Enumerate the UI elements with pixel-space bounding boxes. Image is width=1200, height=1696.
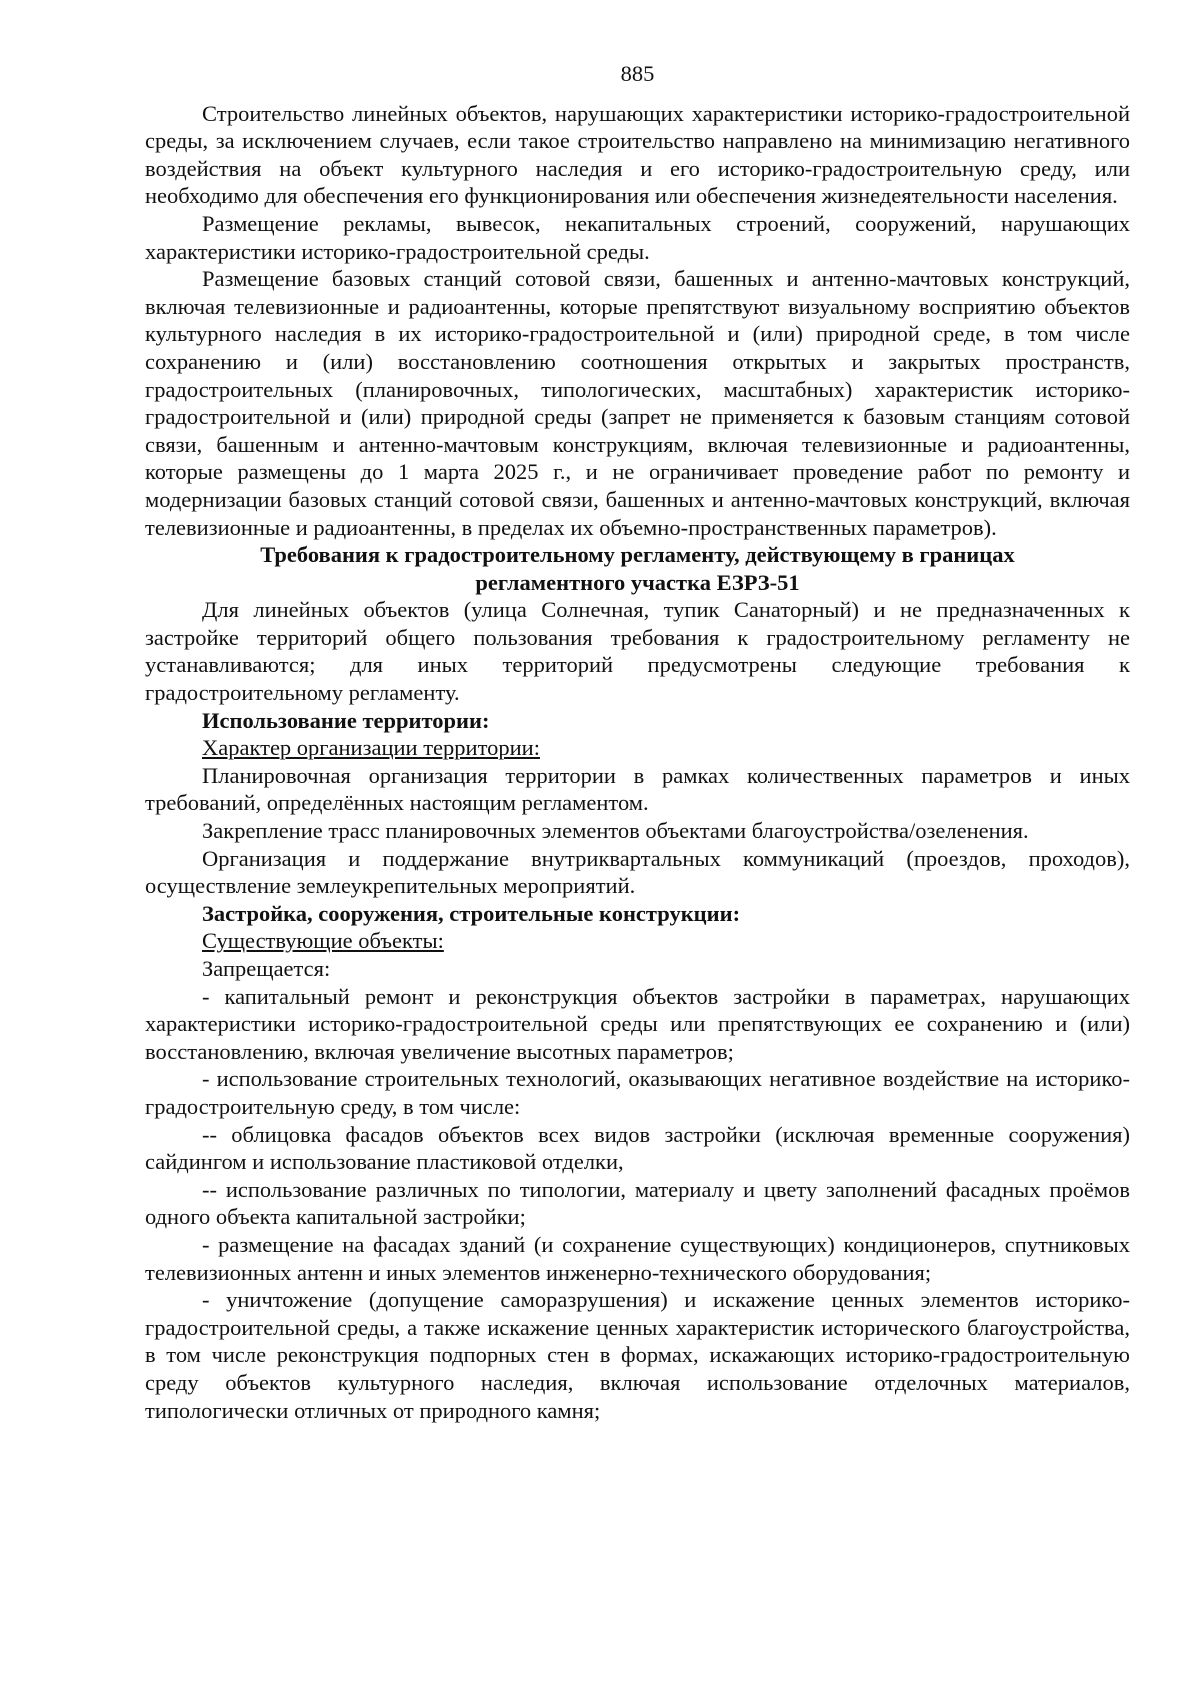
page-number: 885 — [620, 61, 655, 86]
document-page — [145, 60, 1130, 1424]
section-heading-line-2: регламентного участка ЕЗРЗ-51 — [475, 569, 800, 595]
prohibited-label: Запрещается: — [202, 956, 331, 981]
intro-paragraph: Для линейных объектов (улица Солнечная, тупик Санаторный) и не предназначенных к застройке территорий общего пользования требования к градостроительному регламенту не устанавливаются; для иных территорий предусмотрены следующие требования к градостроительному регламенту. — [145, 597, 1130, 706]
territory-organization-subtitle: Характер организации территории: — [202, 735, 540, 761]
territory-item: Закрепление трасс планировочных элементов объектами благоустройства/озеленения. — [202, 818, 1029, 844]
existing-objects-subtitle: Существующие объекты: — [202, 928, 444, 954]
buildings-title: Застройка, сооружения, строительные конструкции: — [202, 900, 741, 926]
prohibited-item: - размещение на фасадах зданий (и сохранение существующих) кондиционеров, спутниковых телевизионных антенн и иных элементов инженерно-технического оборудования; — [145, 1231, 1130, 1285]
prohibited-item: - уничтожение (допущение саморазрушения) и искажение ценных элементов историко-градостроительной среды, а также искажение ценных характеристик исторического благоустройства, в том числе реконструкция подпорных стен в формах, искажающих историко-градостроительную среду объектов культурного наследия, включая использование отделочных материалов, типологически отличных от природного камня; — [145, 1287, 1130, 1423]
paragraph-base-stations: Размещение базовых станций сотовой связи, башенных и антенно-мачтовых конструкций, включая телевизионные и радиоантенны, которые препятствуют визуальному восприятию объектов культурного наследия в их историко-градостроительной и (или) природной среде, в том числе сохранению и (или) восстановлению соотношения открытых и закрытых пространств, градостроительных (планировочных, типологических, масштабных) характеристик историко-градостроительной и (или) природной среды (запрет не применяется к базовым станциям сотовой связи, башенным и антенно-мачтовым конструкциям, включая телевизионные и радиоантенны, которые размещены до 1 марта 2025 г., и не ограничивает проведение работ по ремонту и модернизации базовых станций сотовой связи, башенных и антенно-мачтовых конструкций, включая телевизионные и радиоантенны, в пределах их объемно-пространственных параметров). — [145, 266, 1130, 540]
territory-item: Организация и поддержание внутриквартальных коммуникаций (проездов, проходов), осуществление землеукрепительных мероприятий. — [145, 845, 1130, 899]
prohibited-subitem: -- облицовка фасадов объектов всех видов застройки (исключая временные сооружения) сайдингом и использование пластиковой отделки, — [145, 1121, 1130, 1175]
prohibited-subitem: -- использование различных по типологии, материалу и цвету заполнений фасадных проёмов одного объекта капитальной застройки; — [145, 1176, 1130, 1230]
prohibited-item: - капитальный ремонт и реконструкция объектов застройки в параметрах, нарушающих характеристики историко-градостроительной среды или препятствующих ее сохранению и (или) восстановлению, включая увеличение высотных параметров; — [145, 983, 1130, 1064]
prohibited-item: - использование строительных технологий, оказывающих негативное воздействие на историко-градостроительную среду, в том числе: — [145, 1066, 1130, 1119]
territory-item: Планировочная организация территории в рамках количественных параметров и иных требований, определённых настоящим регламентом. — [145, 762, 1130, 816]
paragraph-linear-objects: Строительство линейных объектов, нарушающих характеристики историко-градостроительной среды, за исключением случаев, если такое строительство направлено на минимизацию негативного воздействия на объект культурного наследия и его историко-градостроительную среду, или необходимо для обеспечения его функционирования или обеспечения жизнедеятельности населения. — [145, 100, 1130, 209]
territory-use-title: Использование территории: — [202, 707, 490, 733]
paragraph-advertising: Размещение рекламы, вывесок, некапитальных строений, сооружений, нарушающих характеристики историко-градостроительной среды. — [145, 210, 1130, 264]
section-heading — [145, 541, 1130, 596]
section-heading-line-1: Требования к градостроительному регламенту, действующему в границах — [260, 542, 1015, 568]
